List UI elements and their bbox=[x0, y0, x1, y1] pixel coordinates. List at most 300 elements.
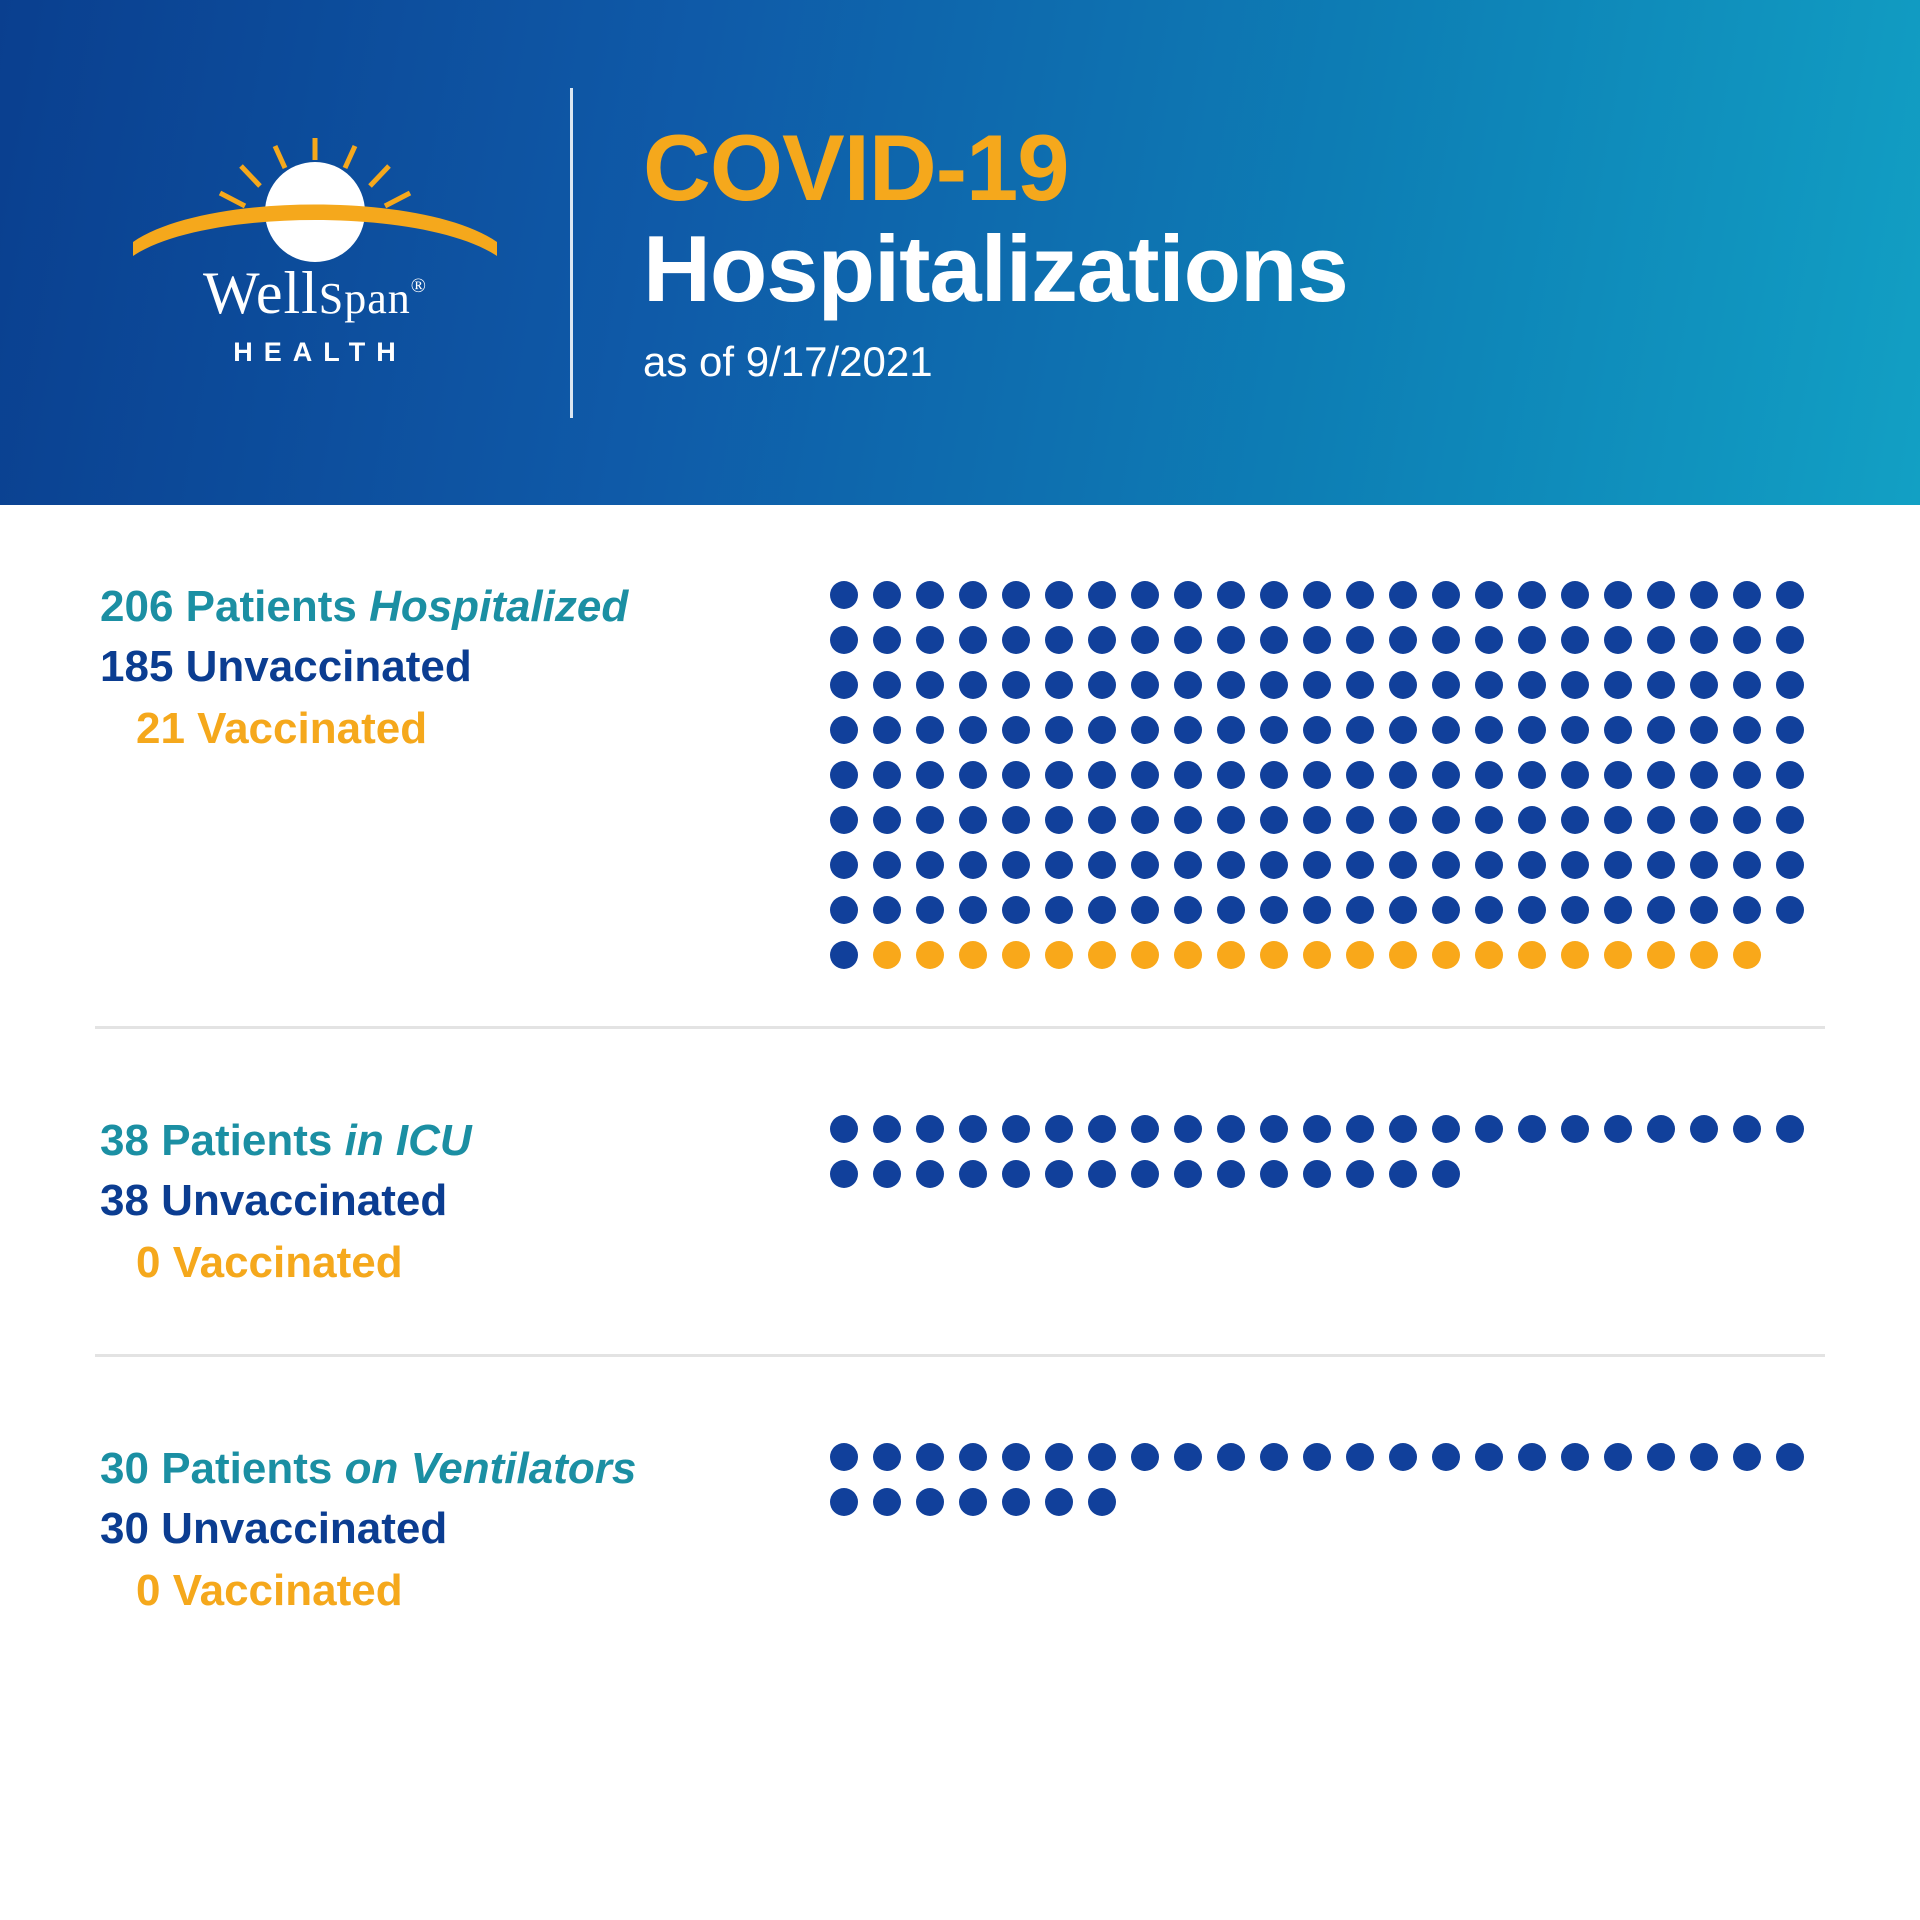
dot-unvaccinated bbox=[1561, 761, 1589, 789]
dot-unvaccinated bbox=[1131, 671, 1159, 699]
dot-unvaccinated bbox=[1045, 1160, 1073, 1188]
dot-unvaccinated bbox=[1733, 716, 1761, 744]
dot-unvaccinated bbox=[1776, 896, 1804, 924]
dot-unvaccinated bbox=[1346, 716, 1374, 744]
icu-count: 38 bbox=[100, 1116, 149, 1165]
dot-unvaccinated bbox=[873, 1115, 901, 1143]
ventilators-emph: on Ventilators bbox=[344, 1443, 637, 1493]
dot-unvaccinated bbox=[1518, 1115, 1546, 1143]
dot-unvaccinated bbox=[1002, 716, 1030, 744]
dot-unvaccinated bbox=[1217, 1443, 1245, 1471]
dot-unvaccinated bbox=[1131, 1160, 1159, 1188]
dot-unvaccinated bbox=[1088, 1488, 1116, 1516]
dot-unvaccinated bbox=[1690, 896, 1718, 924]
hospitalized-emph: Hospitalized bbox=[369, 582, 629, 631]
dot-unvaccinated bbox=[1647, 806, 1675, 834]
dot-unvaccinated bbox=[1217, 896, 1245, 924]
page-subtitle-date: as of 9/17/2021 bbox=[643, 337, 933, 385]
dot-vaccinated bbox=[1088, 941, 1116, 969]
dot-unvaccinated bbox=[959, 896, 987, 924]
dot-unvaccinated bbox=[1303, 806, 1331, 834]
dot-unvaccinated bbox=[830, 896, 858, 924]
dot-unvaccinated bbox=[1690, 1443, 1718, 1471]
dot-unvaccinated bbox=[1518, 671, 1546, 699]
section-icu-dots bbox=[830, 1101, 1920, 1294]
dot-unvaccinated bbox=[1174, 851, 1202, 879]
dot-unvaccinated bbox=[1733, 896, 1761, 924]
dot-unvaccinated bbox=[1174, 671, 1202, 699]
dot-unvaccinated bbox=[1518, 626, 1546, 654]
dot-unvaccinated bbox=[1260, 806, 1288, 834]
dot-unvaccinated bbox=[916, 716, 944, 744]
dot-unvaccinated bbox=[1346, 761, 1374, 789]
dot-unvaccinated bbox=[1475, 761, 1503, 789]
dot-unvaccinated bbox=[916, 581, 944, 609]
dot-unvaccinated bbox=[830, 1115, 858, 1143]
dot-unvaccinated bbox=[1432, 1443, 1460, 1471]
dot-unvaccinated bbox=[1045, 761, 1073, 789]
section-ventilators-dots bbox=[830, 1429, 1920, 1622]
dot-vaccinated bbox=[1217, 941, 1245, 969]
dot-vaccinated bbox=[1604, 941, 1632, 969]
dot-unvaccinated bbox=[1561, 626, 1589, 654]
dot-unvaccinated bbox=[1647, 896, 1675, 924]
dot-unvaccinated bbox=[830, 1443, 858, 1471]
page-title-covid: COVID-19 bbox=[643, 115, 1069, 221]
dot-unvaccinated bbox=[1303, 1115, 1331, 1143]
section-icu bbox=[0, 1029, 1920, 1354]
dot-unvaccinated bbox=[1045, 671, 1073, 699]
dot-unvaccinated bbox=[1604, 896, 1632, 924]
dot-unvaccinated bbox=[1045, 1115, 1073, 1143]
dot-unvaccinated bbox=[1475, 581, 1503, 609]
dot-vaccinated bbox=[1647, 941, 1675, 969]
dot-unvaccinated bbox=[1131, 581, 1159, 609]
dot-unvaccinated bbox=[1647, 1115, 1675, 1143]
section-ventilators-labels bbox=[100, 1429, 830, 1622]
dot-vaccinated bbox=[1174, 941, 1202, 969]
dot-unvaccinated bbox=[1002, 761, 1030, 789]
dot-unvaccinated bbox=[959, 626, 987, 654]
hospitalized-count: 206 bbox=[100, 582, 174, 631]
dot-unvaccinated bbox=[959, 761, 987, 789]
dot-unvaccinated bbox=[1475, 716, 1503, 744]
dot-unvaccinated bbox=[1389, 806, 1417, 834]
dot-unvaccinated bbox=[1303, 851, 1331, 879]
dot-unvaccinated bbox=[1303, 716, 1331, 744]
dot-unvaccinated bbox=[1217, 1115, 1245, 1143]
dot-unvaccinated bbox=[1389, 716, 1417, 744]
dot-unvaccinated bbox=[1776, 761, 1804, 789]
dot-unvaccinated bbox=[1260, 851, 1288, 879]
dot-unvaccinated bbox=[1131, 716, 1159, 744]
dot-unvaccinated bbox=[1002, 671, 1030, 699]
dot-unvaccinated bbox=[1260, 581, 1288, 609]
dot-unvaccinated bbox=[873, 626, 901, 654]
dot-unvaccinated bbox=[1733, 581, 1761, 609]
dot-unvaccinated bbox=[1647, 851, 1675, 879]
dot-unvaccinated bbox=[1346, 626, 1374, 654]
dot-unvaccinated bbox=[1475, 851, 1503, 879]
dot-unvaccinated bbox=[873, 851, 901, 879]
dot-unvaccinated bbox=[1776, 581, 1804, 609]
pictogram-grid-icu bbox=[830, 1115, 1830, 1205]
icu-word-patients: Patients bbox=[161, 1116, 333, 1165]
dot-unvaccinated bbox=[1174, 1115, 1202, 1143]
dot-unvaccinated bbox=[1260, 626, 1288, 654]
dot-unvaccinated bbox=[959, 581, 987, 609]
dot-vaccinated bbox=[1002, 941, 1030, 969]
dot-unvaccinated bbox=[830, 1488, 858, 1516]
dot-unvaccinated bbox=[830, 626, 858, 654]
dot-unvaccinated bbox=[830, 671, 858, 699]
dot-unvaccinated bbox=[1217, 851, 1245, 879]
dot-vaccinated bbox=[916, 941, 944, 969]
dot-unvaccinated bbox=[1776, 806, 1804, 834]
dot-unvaccinated bbox=[1131, 626, 1159, 654]
dot-unvaccinated bbox=[873, 581, 901, 609]
dot-unvaccinated bbox=[1690, 716, 1718, 744]
dot-unvaccinated bbox=[1561, 896, 1589, 924]
dot-unvaccinated bbox=[1561, 1115, 1589, 1143]
dot-unvaccinated bbox=[1690, 806, 1718, 834]
dot-unvaccinated bbox=[1088, 581, 1116, 609]
dot-unvaccinated bbox=[1174, 1443, 1202, 1471]
dot-vaccinated bbox=[1260, 941, 1288, 969]
dot-vaccinated bbox=[959, 941, 987, 969]
dot-unvaccinated bbox=[1432, 851, 1460, 879]
dot-unvaccinated bbox=[1088, 626, 1116, 654]
dot-unvaccinated bbox=[1475, 626, 1503, 654]
dot-vaccinated bbox=[1733, 941, 1761, 969]
dot-unvaccinated bbox=[916, 896, 944, 924]
dot-unvaccinated bbox=[1561, 671, 1589, 699]
ventilators-headline bbox=[100, 1439, 830, 1498]
dot-unvaccinated bbox=[873, 716, 901, 744]
dot-unvaccinated bbox=[959, 716, 987, 744]
dot-unvaccinated bbox=[1131, 1443, 1159, 1471]
icu-headline bbox=[100, 1111, 830, 1170]
dot-unvaccinated bbox=[1174, 761, 1202, 789]
dot-unvaccinated bbox=[873, 806, 901, 834]
header-banner bbox=[0, 0, 1920, 505]
ventilators-count: 30 bbox=[100, 1443, 149, 1493]
dot-unvaccinated bbox=[1002, 581, 1030, 609]
dot-vaccinated bbox=[1432, 941, 1460, 969]
header-title-block bbox=[643, 115, 1348, 385]
dot-unvaccinated bbox=[1346, 851, 1374, 879]
dot-unvaccinated bbox=[1690, 671, 1718, 699]
dot-unvaccinated bbox=[1475, 896, 1503, 924]
dot-unvaccinated bbox=[1776, 626, 1804, 654]
dot-vaccinated bbox=[1475, 941, 1503, 969]
dot-unvaccinated bbox=[1518, 896, 1546, 924]
icu-vaccinated-label: 0 Vaccinated bbox=[136, 1237, 403, 1287]
dot-unvaccinated bbox=[1088, 671, 1116, 699]
dot-unvaccinated bbox=[1303, 1443, 1331, 1471]
dot-unvaccinated bbox=[1389, 671, 1417, 699]
dot-unvaccinated bbox=[1561, 716, 1589, 744]
dot-unvaccinated bbox=[1475, 806, 1503, 834]
dot-unvaccinated bbox=[1002, 806, 1030, 834]
dot-unvaccinated bbox=[916, 806, 944, 834]
dot-unvaccinated bbox=[1002, 1115, 1030, 1143]
dot-unvaccinated bbox=[1045, 851, 1073, 879]
logo-subtitle: HEALTH bbox=[233, 336, 407, 367]
dot-unvaccinated bbox=[1260, 896, 1288, 924]
dot-unvaccinated bbox=[1389, 626, 1417, 654]
dot-vaccinated bbox=[873, 941, 901, 969]
dot-unvaccinated bbox=[1002, 1443, 1030, 1471]
dot-unvaccinated bbox=[916, 1488, 944, 1516]
dot-unvaccinated bbox=[830, 1160, 858, 1188]
dot-unvaccinated bbox=[1518, 851, 1546, 879]
dot-unvaccinated bbox=[873, 1443, 901, 1471]
dot-unvaccinated bbox=[1518, 1443, 1546, 1471]
dot-unvaccinated bbox=[1604, 626, 1632, 654]
dot-unvaccinated bbox=[1088, 716, 1116, 744]
dot-unvaccinated bbox=[873, 1160, 901, 1188]
dot-unvaccinated bbox=[1174, 806, 1202, 834]
dot-unvaccinated bbox=[1776, 716, 1804, 744]
dot-unvaccinated bbox=[916, 1443, 944, 1471]
logo-well: Well bbox=[203, 259, 319, 326]
dot-unvaccinated bbox=[1045, 1488, 1073, 1516]
dot-unvaccinated bbox=[1088, 806, 1116, 834]
dot-unvaccinated bbox=[1346, 1160, 1374, 1188]
dot-unvaccinated bbox=[1776, 851, 1804, 879]
dot-unvaccinated bbox=[1045, 716, 1073, 744]
pictogram-grid-hospitalized bbox=[830, 581, 1830, 986]
dot-unvaccinated bbox=[1475, 1115, 1503, 1143]
dot-unvaccinated bbox=[830, 581, 858, 609]
dot-unvaccinated bbox=[1260, 716, 1288, 744]
dot-unvaccinated bbox=[1432, 1160, 1460, 1188]
dot-unvaccinated bbox=[1604, 1115, 1632, 1143]
dot-unvaccinated bbox=[1690, 851, 1718, 879]
dot-unvaccinated bbox=[830, 761, 858, 789]
dot-unvaccinated bbox=[1260, 1115, 1288, 1143]
dot-vaccinated bbox=[1131, 941, 1159, 969]
dot-unvaccinated bbox=[1604, 671, 1632, 699]
dot-unvaccinated bbox=[1561, 851, 1589, 879]
dot-unvaccinated bbox=[1561, 806, 1589, 834]
dot-unvaccinated bbox=[1733, 626, 1761, 654]
section-hospitalized-labels bbox=[100, 567, 830, 986]
dot-unvaccinated bbox=[1303, 671, 1331, 699]
dot-unvaccinated bbox=[916, 671, 944, 699]
dot-unvaccinated bbox=[1045, 806, 1073, 834]
dot-unvaccinated bbox=[1432, 896, 1460, 924]
dot-unvaccinated bbox=[959, 1160, 987, 1188]
dot-unvaccinated bbox=[830, 851, 858, 879]
dot-unvaccinated bbox=[959, 851, 987, 879]
dot-unvaccinated bbox=[873, 1488, 901, 1516]
dot-unvaccinated bbox=[1518, 806, 1546, 834]
dot-unvaccinated bbox=[1432, 626, 1460, 654]
dot-unvaccinated bbox=[1260, 761, 1288, 789]
dot-unvaccinated bbox=[1346, 1115, 1374, 1143]
icu-unvaccinated-label: 38 Unvaccinated bbox=[100, 1176, 448, 1226]
dot-unvaccinated bbox=[959, 1115, 987, 1143]
dot-unvaccinated bbox=[916, 626, 944, 654]
dot-unvaccinated bbox=[959, 671, 987, 699]
dot-vaccinated bbox=[1690, 941, 1718, 969]
dot-unvaccinated bbox=[1604, 716, 1632, 744]
dot-unvaccinated bbox=[1561, 1443, 1589, 1471]
dot-unvaccinated bbox=[1045, 626, 1073, 654]
section-hospitalized-dots bbox=[830, 567, 1920, 986]
dot-unvaccinated bbox=[1131, 761, 1159, 789]
dot-vaccinated bbox=[1045, 941, 1073, 969]
dot-unvaccinated bbox=[1131, 851, 1159, 879]
hospitalized-headline bbox=[100, 577, 830, 636]
dot-unvaccinated bbox=[1346, 1443, 1374, 1471]
dot-unvaccinated bbox=[1002, 1488, 1030, 1516]
dot-unvaccinated bbox=[1518, 761, 1546, 789]
dot-unvaccinated bbox=[1303, 761, 1331, 789]
dot-unvaccinated bbox=[1733, 671, 1761, 699]
dot-unvaccinated bbox=[1647, 716, 1675, 744]
dot-unvaccinated bbox=[959, 1443, 987, 1471]
logo-registered: ® bbox=[410, 274, 427, 297]
dot-unvaccinated bbox=[1690, 761, 1718, 789]
hospitalized-word-patients: Patients bbox=[185, 582, 357, 631]
dot-unvaccinated bbox=[1604, 851, 1632, 879]
dot-unvaccinated bbox=[1518, 716, 1546, 744]
dot-unvaccinated bbox=[1647, 581, 1675, 609]
dot-vaccinated bbox=[1518, 941, 1546, 969]
dot-unvaccinated bbox=[1088, 1160, 1116, 1188]
dot-unvaccinated bbox=[1776, 1115, 1804, 1143]
section-icu-labels bbox=[100, 1101, 830, 1294]
dot-unvaccinated bbox=[1647, 1443, 1675, 1471]
ventilators-unvaccinated-label: 30 Unvaccinated bbox=[100, 1503, 448, 1553]
dot-unvaccinated bbox=[1303, 896, 1331, 924]
dot-unvaccinated bbox=[830, 806, 858, 834]
dot-vaccinated bbox=[1346, 941, 1374, 969]
wellspan-logo bbox=[120, 138, 510, 368]
dot-unvaccinated bbox=[1561, 581, 1589, 609]
logo-span: Span bbox=[318, 273, 411, 323]
dot-unvaccinated bbox=[1260, 1443, 1288, 1471]
header-divider bbox=[570, 88, 573, 418]
dot-unvaccinated bbox=[1733, 851, 1761, 879]
dot-unvaccinated bbox=[1389, 761, 1417, 789]
dot-unvaccinated bbox=[1733, 1115, 1761, 1143]
section-ventilators bbox=[0, 1357, 1920, 1662]
dot-unvaccinated bbox=[1217, 806, 1245, 834]
dot-unvaccinated bbox=[1733, 761, 1761, 789]
dot-unvaccinated bbox=[1733, 806, 1761, 834]
ventilators-word-patients: Patients bbox=[161, 1443, 333, 1493]
dot-unvaccinated bbox=[1475, 671, 1503, 699]
dot-unvaccinated bbox=[916, 1160, 944, 1188]
dot-unvaccinated bbox=[830, 716, 858, 744]
dot-unvaccinated bbox=[1733, 1443, 1761, 1471]
dot-unvaccinated bbox=[1432, 761, 1460, 789]
dot-unvaccinated bbox=[1217, 626, 1245, 654]
dot-unvaccinated bbox=[1346, 896, 1374, 924]
dot-unvaccinated bbox=[1174, 1160, 1202, 1188]
dot-unvaccinated bbox=[1647, 671, 1675, 699]
pictogram-grid-ventilators bbox=[830, 1443, 1830, 1533]
dot-unvaccinated bbox=[1174, 896, 1202, 924]
dot-unvaccinated bbox=[1604, 806, 1632, 834]
dot-unvaccinated bbox=[1604, 581, 1632, 609]
dot-unvaccinated bbox=[1002, 896, 1030, 924]
page-title-hospitalizations: Hospitalizations bbox=[643, 216, 1348, 322]
dot-unvaccinated bbox=[1002, 1160, 1030, 1188]
dot-unvaccinated bbox=[1647, 761, 1675, 789]
hospitalized-unvaccinated-label: 185 Unvaccinated bbox=[100, 642, 472, 692]
logo-wordmark bbox=[203, 259, 427, 326]
dot-unvaccinated bbox=[1217, 581, 1245, 609]
dot-unvaccinated bbox=[1002, 851, 1030, 879]
dot-unvaccinated bbox=[1002, 626, 1030, 654]
dot-unvaccinated bbox=[1647, 626, 1675, 654]
dot-unvaccinated bbox=[1389, 581, 1417, 609]
dot-unvaccinated bbox=[1303, 626, 1331, 654]
dot-unvaccinated bbox=[1174, 626, 1202, 654]
dot-unvaccinated bbox=[1432, 671, 1460, 699]
dot-unvaccinated bbox=[1131, 896, 1159, 924]
dot-unvaccinated bbox=[1475, 1443, 1503, 1471]
dot-unvaccinated bbox=[1518, 581, 1546, 609]
dot-unvaccinated bbox=[1346, 671, 1374, 699]
dot-unvaccinated bbox=[1389, 1443, 1417, 1471]
hospitalized-vaccinated-label: 21 Vaccinated bbox=[136, 703, 428, 753]
dot-unvaccinated bbox=[1389, 1115, 1417, 1143]
dot-unvaccinated bbox=[1303, 1160, 1331, 1188]
dot-unvaccinated bbox=[1131, 1115, 1159, 1143]
dot-unvaccinated bbox=[1174, 581, 1202, 609]
dot-unvaccinated bbox=[1389, 1160, 1417, 1188]
dot-unvaccinated bbox=[1776, 671, 1804, 699]
dot-unvaccinated bbox=[1217, 671, 1245, 699]
dot-unvaccinated bbox=[1260, 671, 1288, 699]
dot-unvaccinated bbox=[1604, 761, 1632, 789]
dot-unvaccinated bbox=[1389, 896, 1417, 924]
dot-unvaccinated bbox=[1690, 581, 1718, 609]
dot-unvaccinated bbox=[916, 761, 944, 789]
dot-unvaccinated bbox=[1088, 1443, 1116, 1471]
dot-unvaccinated bbox=[1389, 851, 1417, 879]
dot-vaccinated bbox=[1561, 941, 1589, 969]
dot-unvaccinated bbox=[1088, 761, 1116, 789]
dot-unvaccinated bbox=[1690, 1115, 1718, 1143]
chart-body bbox=[0, 505, 1920, 1661]
section-hospitalized bbox=[0, 505, 1920, 1026]
ventilators-vaccinated-label: 0 Vaccinated bbox=[136, 1565, 403, 1615]
dot-vaccinated bbox=[1303, 941, 1331, 969]
dot-unvaccinated bbox=[1088, 1115, 1116, 1143]
dot-unvaccinated bbox=[1776, 1443, 1804, 1471]
dot-unvaccinated bbox=[1174, 716, 1202, 744]
dot-unvaccinated bbox=[1690, 626, 1718, 654]
dot-unvaccinated bbox=[873, 896, 901, 924]
dot-unvaccinated bbox=[873, 761, 901, 789]
dot-unvaccinated bbox=[1260, 1160, 1288, 1188]
dot-unvaccinated bbox=[1604, 1443, 1632, 1471]
dot-vaccinated bbox=[1389, 941, 1417, 969]
dot-unvaccinated bbox=[1045, 1443, 1073, 1471]
dot-unvaccinated bbox=[1346, 806, 1374, 834]
dot-unvaccinated bbox=[830, 941, 858, 969]
dot-unvaccinated bbox=[1045, 581, 1073, 609]
dot-unvaccinated bbox=[1303, 581, 1331, 609]
dot-unvaccinated bbox=[1432, 1115, 1460, 1143]
